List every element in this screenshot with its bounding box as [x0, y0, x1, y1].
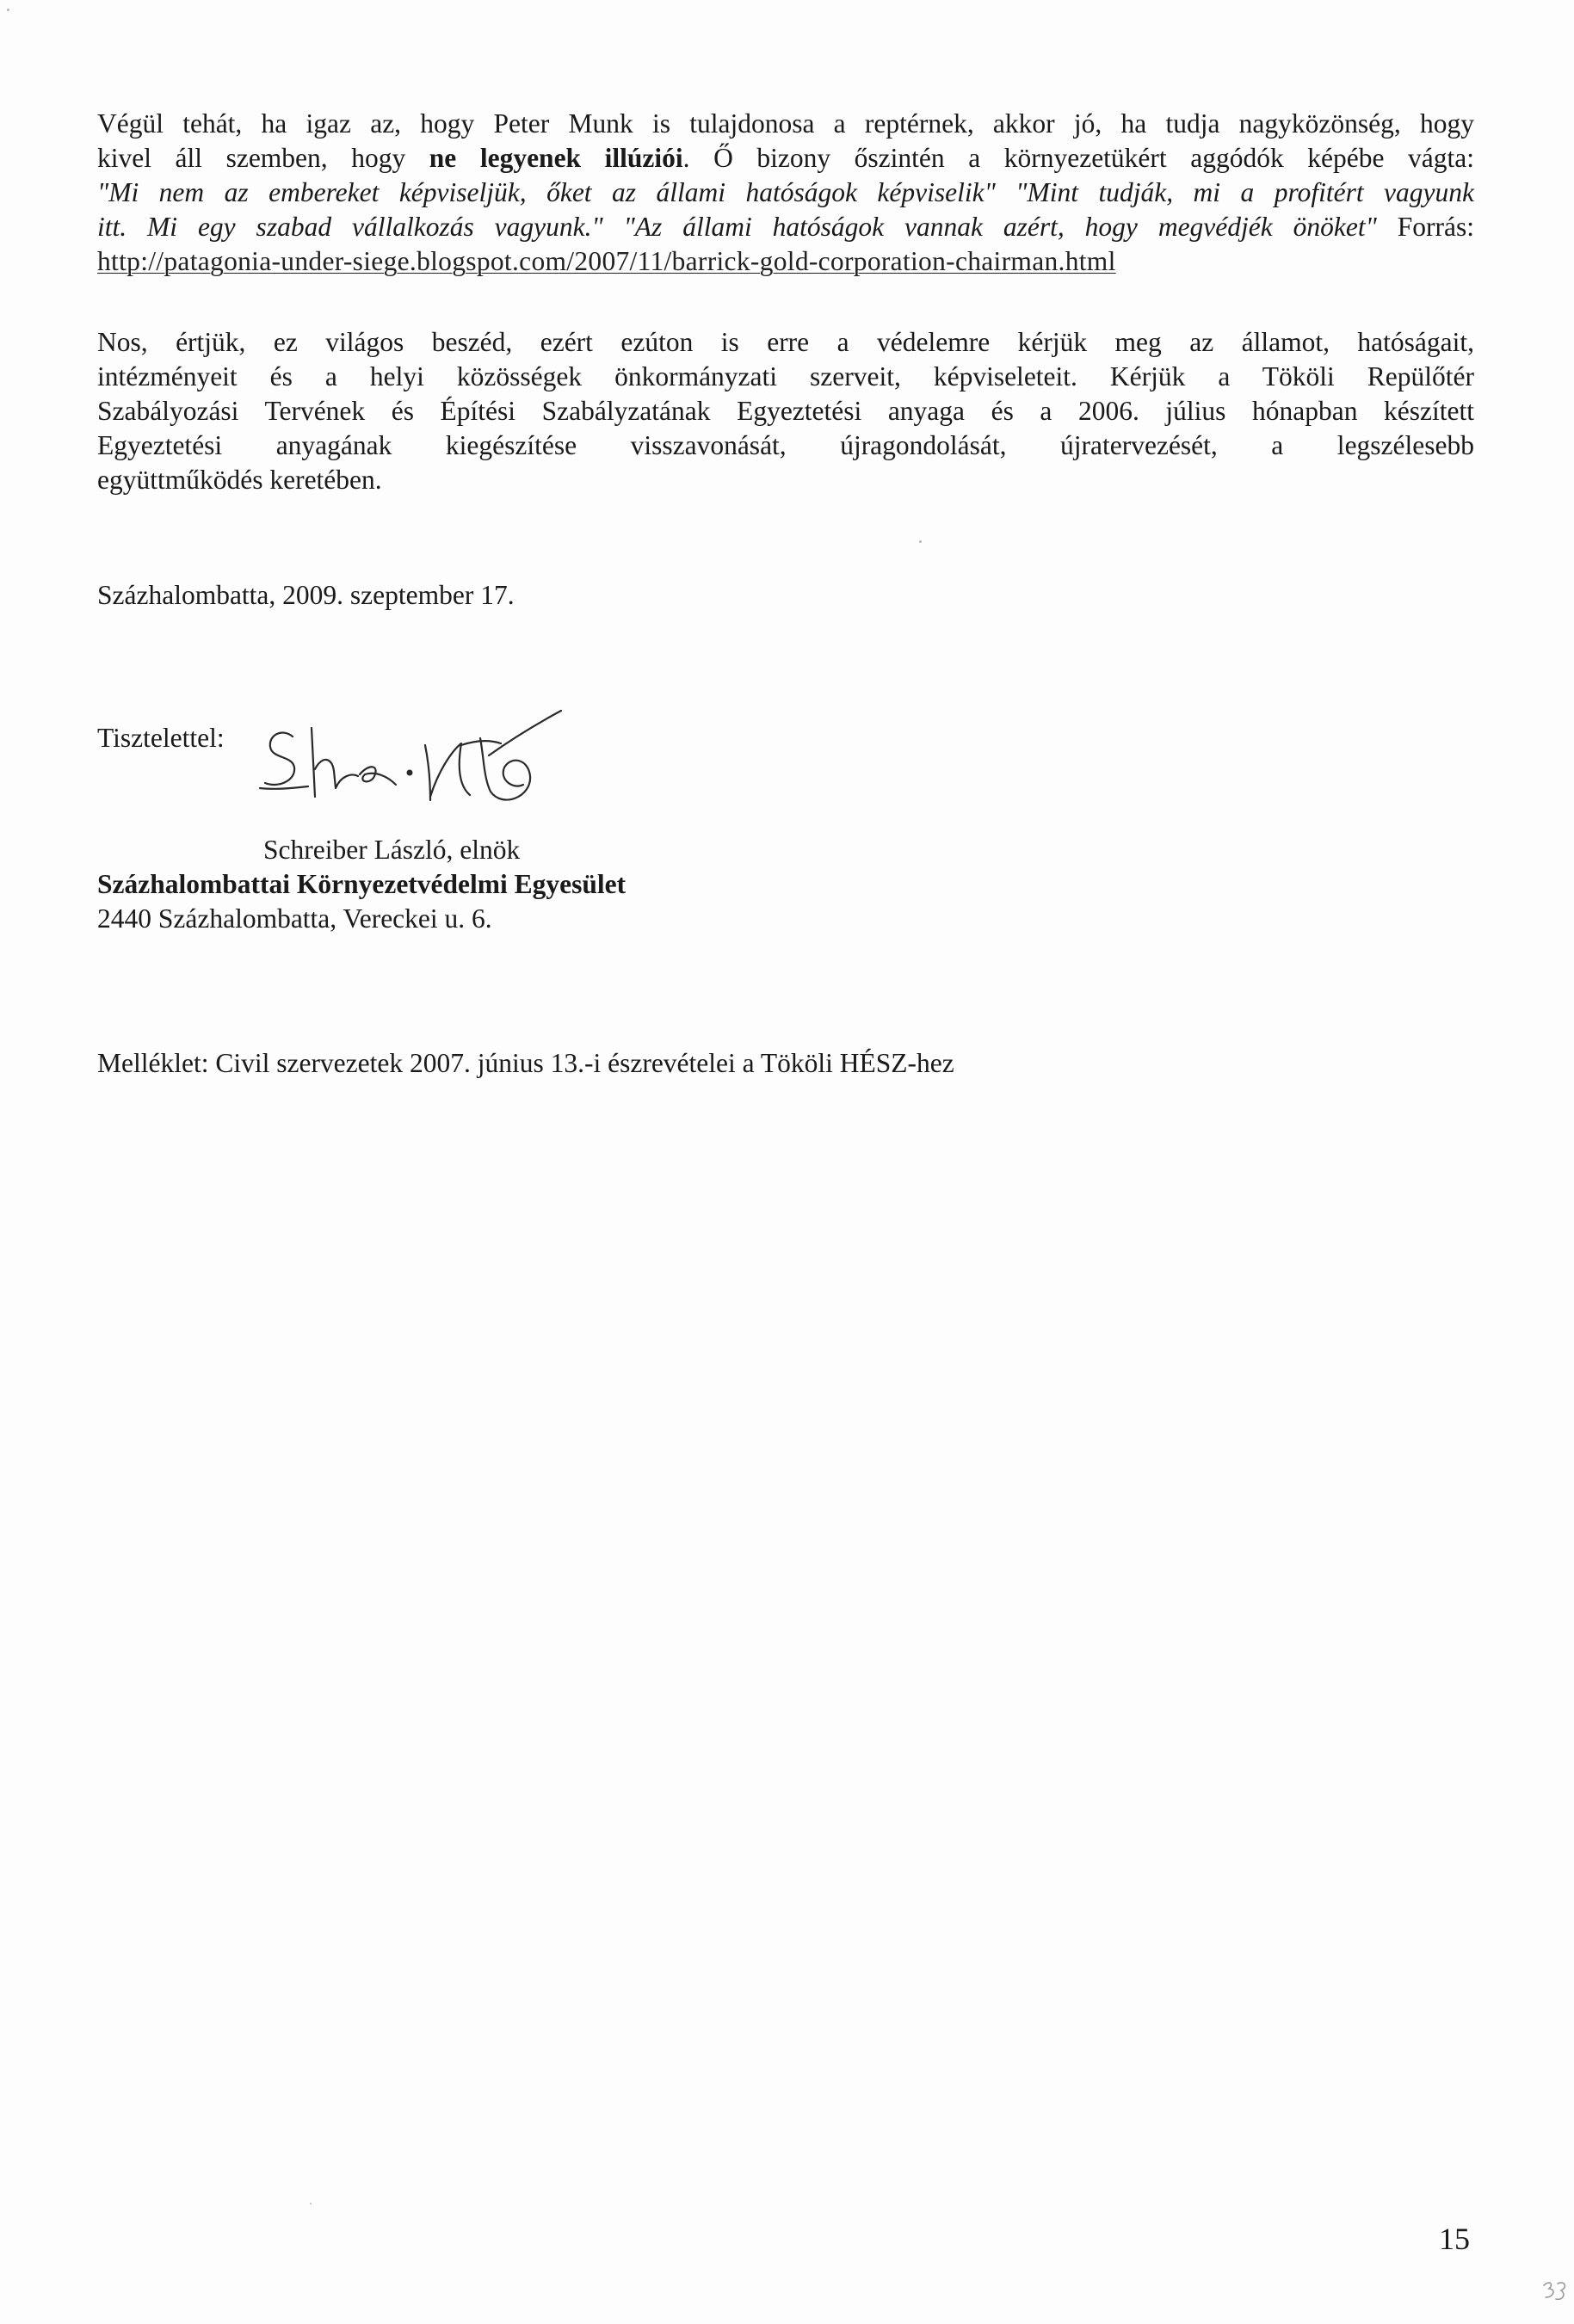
- closing-salutation: Tisztelettel:: [97, 723, 225, 753]
- scan-speck: [310, 2203, 312, 2204]
- paragraph2-line4: Egyeztetési anyagának kiegészítése visszavonását, újragondolását, újratervezését, a legszélesebb: [97, 430, 1474, 460]
- paragraph1-line1: Végül tehát, ha igaz az, hogy Peter Munk is tulajdonosa a reptérnek, akkor jó, ha tudja nagyközönség, hogy: [97, 108, 1474, 139]
- paragraph2-line5: együttműködés keretében.: [97, 465, 382, 495]
- emphasis-no-illusions: ne legyenek illúziói: [429, 143, 683, 173]
- source-link[interactable]: http://patagonia-under-siege.blogspot.com/2007/11/barrick-gold-corporation-chairman.html: [97, 246, 1116, 276]
- paragraph2-line1: Nos, értjük, ez világos beszéd, ezért ezúton is erre a védelemre kérjük meg az államot, hatóságait,: [97, 327, 1474, 357]
- organization-name: Százhalombattai Környezetvédelmi Egyesület: [97, 869, 627, 899]
- quote-line2-text: itt. Mi egy szabad vállalkozás vagyunk." "Az állami hatóságok vannak azért, hogy megvédjék önöket": [97, 212, 1377, 242]
- paragraph2-line3: Szabályozási Tervének és Építési Szabályzatának Egyeztetési anyaga és a 2006. július hónapban készített: [97, 396, 1474, 426]
- source-label: Forrás:: [1376, 212, 1474, 242]
- paragraph1-line2: [97, 141, 1474, 176]
- attachment-note: Melléklet: Civil szervezetek 2007. június 13.-i észrevételei a Tököli HÉSZ-hez: [97, 1048, 954, 1078]
- scan-speck: [919, 540, 922, 543]
- paragraph1-line2-end: . Ő bizony őszintén a környezetükért aggódók képébe vágta:: [682, 143, 1474, 173]
- date-line: Százhalombatta, 2009. szeptember 17.: [97, 580, 515, 610]
- organization-address: 2440 Százhalombatta, Vereckei u. 6.: [97, 903, 492, 934]
- page-number: 15: [1439, 2222, 1470, 2256]
- signatory-name: Schreiber László, elnök: [263, 835, 521, 865]
- quote-line2: [97, 210, 1474, 244]
- quote-line1: "Mi nem az embereket képviseljük, őket az állami hatóságok képviselik" "Mint tudják, mi a profitért vagyunk: [97, 177, 1474, 207]
- handwritten-signature: [258, 702, 577, 823]
- handwritten-corner-mark: [1540, 2278, 1571, 2304]
- paragraph2-line2: intézményeit és a helyi közösségek önkormányzati szerveit, képviseleteit. Kérjük a Tököli Repülőtér: [97, 361, 1474, 391]
- scan-speck: [7, 9, 9, 11]
- paragraph-request: [97, 325, 1474, 497]
- source-link-line: [97, 244, 1474, 279]
- paragraph1-line2-start: kivel áll szemben, hogy: [97, 143, 429, 173]
- paragraph-peter-munk: [97, 107, 1474, 279]
